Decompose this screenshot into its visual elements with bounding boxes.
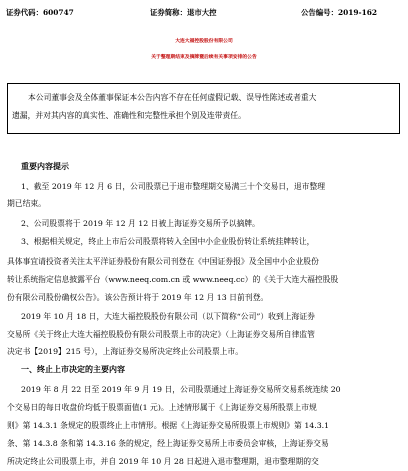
body-paragraph-1-line-3: 决定书【2019】215 号），上海证券交易所决定终止公司股票上市。 — [7, 347, 244, 356]
security-abbreviation: 证券简称：退市大控 — [150, 8, 217, 17]
body-paragraph-2-line-3: 则》第 14.3.1 条规定的股票终止上市情形。根据《上海证券交易所股票上市规则》第 14.3.1 — [7, 421, 330, 430]
highlight-3-line-4: 份有限公司股份确权公告》。该公告预计将于 2019 年 12 月 13 日前刊登。 — [7, 293, 269, 302]
highlights-heading: 重要内容提示 — [21, 161, 69, 171]
body-paragraph-2-line-5: 所决定终止公司股票上市，并自 2019 年 10 月 28 日起进入退市整理期，退市整理期的交 — [7, 457, 319, 466]
highlight-3-line-1: 3、根据相关规定，终止上市后公司股票将转入全国中小企业股份转让系统挂牌转让， — [21, 237, 315, 246]
announcement-number: 公告编号：2019-162 — [301, 8, 378, 17]
document-header — [0, 7, 408, 19]
highlight-1-line-1: 1、截至 2019 年 12 月 6 日，公司股票已于退市整理期交易满三十个交易日，退市整理 — [21, 182, 326, 191]
board-statement-line-1: 本公司董事会及全体董事保证本公告内容不存在任何虚假记载、误导性陈述或者重大 — [28, 93, 317, 102]
security-code: 证券代码：600747 — [6, 8, 74, 17]
board-statement-line-2: 遗漏，并对其内容的真实性、准确性和完整性承担个别及连带责任。 — [12, 111, 246, 120]
announcement-title: 关于整理期结束及摘牌暨后续有关事项安排的公告 — [151, 54, 257, 60]
company-name-title: 大连大福控股股份有限公司 — [175, 38, 233, 44]
highlight-2-line-1: 2、公司股票将于 2019 年 12 月 12 日被上海证券交易所予以摘牌。 — [21, 219, 260, 228]
body-paragraph-1-line-1: 2019 年 10 月 18 日，大连大福控股股份有限公司（以下简称“公司”）收到上海证券 — [21, 312, 315, 321]
highlight-1-line-2: 期已结束。 — [7, 199, 46, 208]
body-paragraph-1-line-2: 交易所《关于终止大连大福控股股份有限公司股票上市的决定》（上海证券交易所自律监管 — [7, 330, 315, 339]
body-paragraph-2-line-1: 2019 年 8 月 22 日至 2019 年 9 月 19 日，公司股票通过上海证券交易所交易系统连续 20 — [21, 385, 341, 394]
section-1-heading: 一、终止上市决定的主要内容 — [21, 364, 125, 374]
body-paragraph-2-line-2: 个交易日的每日收盘价均低于股票面值(1 元)。上述情形属于《上海证券交易所股票上市规 — [7, 403, 317, 412]
highlight-3-line-2: 具体事宜请投资者关注太平洋证券股份有限公司刊登在《中国证券报》及全国中小企业股份 — [7, 257, 319, 266]
board-statement-box — [7, 83, 400, 134]
highlight-3-line-3: 转让系统指定信息披露平台（www.neeq.com.cn 或 www.neeq.cc）的《关于大连大福控股股 — [7, 275, 339, 284]
body-paragraph-2-line-4: 条、第 14.3.8 条和第 14.3.16 条的规定，经上海证券交易所上市委员会审核，上海证券交易 — [7, 439, 329, 448]
